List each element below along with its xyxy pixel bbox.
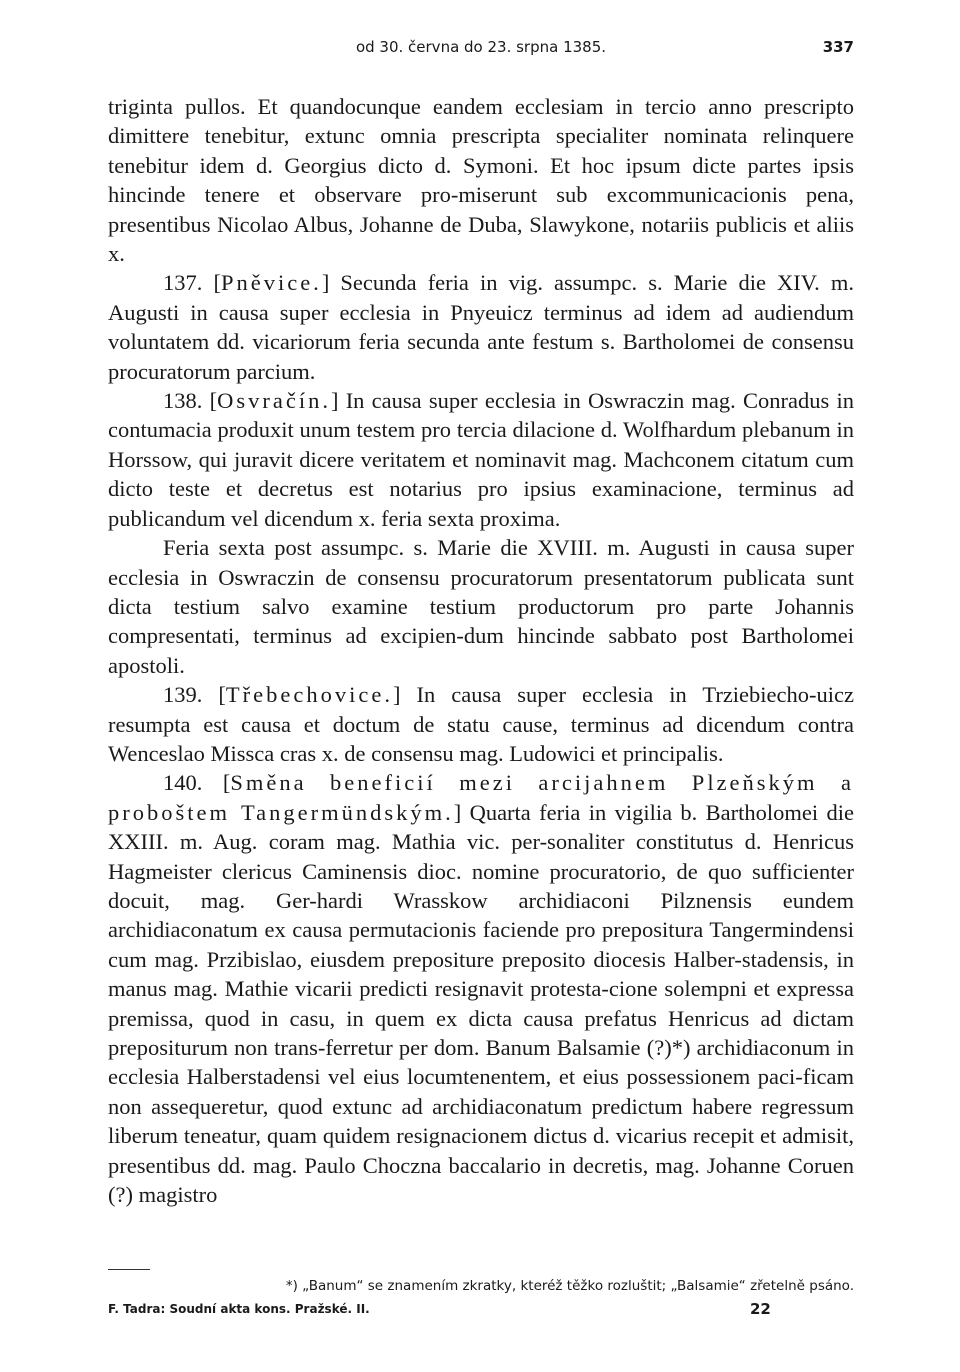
entry-text: ] Quarta feria in vigilia b. Bartholomei die XXIII. m. Aug. coram mag. Mathia vic. per-sonaliter constitutus d. Henricus Hagmeister clericus Caminensis dioc. nomine procuratorio, de quo sufficienter docuit, mag. Ger-hardi Wrasskow archidiaconi Pilznensis eundem archidiaconatum ex causa permutacionis faciende pro prepositura Tangermindensi cum mag. Przibislao, eiusdem prepositure preposito diocesis Halber-stadensis, in manus mag. Mathie vicarii predicti resignavit protesta-cione solempni et expressa premissa, quod in casu, in quem ex dicta causa prefatus Henricus ad dictam prepositurum non trans-ferretur per dom. Banum Balsamie (?)*) archidiaconum in ecclesia Halberstadensi vel eius locumtenentem, et eius possessionem paci-ficam non assequeretur, quod extunc ad archidiaconatum predictum habere regressum liberum teneatur, quam quidem resignacionem dictus d. vicarius recepit et admisit, presentibus dd. mag. Paulo Choczna baccalario in decretis, mag. Johanne Coruen (?) magistro bbox=[108, 799, 854, 1208]
entry-heading: Směna beneficií mezi arcijahnem Plzeňským a proboštem Tangermündským. bbox=[108, 770, 855, 825]
entry-number: 139. [ bbox=[163, 682, 226, 708]
paragraph-feria: Feria sexta post assumpc. s. Marie die XVIII. m. Augusti in causa super ecclesia in Oswraczin de consensu procuratorum presentatorum publicata sunt dicta testium salvo examine testium productorum pro parte Johannis compresentati, terminus ad excipien-dum hincinde sabbato post Bartholomei apostoli. bbox=[108, 535, 854, 678]
entry-text: ] In causa super ecclesia in Trziebiecho-uicz resumpta est causa et doctum de statu cause, terminus ad dicendum contra Wenceslao Missca cras x. de consensu mag. Ludowici et principalis. bbox=[108, 682, 854, 766]
entry-text: ] Secunda feria in vig. assumpc. s. Marie die XIV. m. Augusti in causa super ecclesia in Pnyeuicz terminus ad idem ad audiendum voluntatem dd. vicariorum feria secunda ante festum s. Bartholomei de consensu procuratorum parcium. bbox=[108, 270, 854, 384]
signature-text: F. Tadra: Soudní akta kons. Pražské. II. bbox=[108, 1302, 370, 1316]
entry-place-name: Osvračín. bbox=[217, 388, 331, 414]
signature-number: 22 bbox=[750, 1300, 771, 1318]
footnote-rule bbox=[108, 1269, 150, 1270]
entry-139 bbox=[108, 680, 854, 768]
entry-place-name: Pněvice. bbox=[220, 270, 322, 296]
entry-137 bbox=[108, 268, 854, 386]
footnote: *) „Banum“ se znamením zkratky, kteréž těžko rozluštit; „Balsamie“ zřetelně psáno. bbox=[285, 1278, 854, 1294]
entry-number: 138. [ bbox=[163, 388, 218, 414]
body-text bbox=[108, 92, 854, 1209]
entry-place-name: Třebechovice. bbox=[225, 682, 393, 708]
entry-text: ] In causa super ecclesia in Oswraczin mag. Conradus in contumacia produxit unum testem pro tercia dilacione d. Wolfhardum plebanum in Horssow, qui juravit dicere veritatem et nominavit mag. Machconem citatum cum dicto teste et decretus est notarius pro ipsius examinacione, terminus ad publicandum vel dicendum x. feria sexta proxima. bbox=[108, 388, 854, 531]
paragraph-continuation: triginta pullos. Et quandocunque eandem ecclesiam in tercio anno prescripto dimittere tenebitur, extunc omnia prescripta specialiter nominata relinquere tenebitur idem d. Georgius dicto d. Symoni. Et hoc ipsum dicte partes ipsis hincinde tenere et observare pro-miserunt sub excommunicacionis pena, presentibus Nicolao Albus, Johanne de Duba, Slawykone, notariis publicis et aliis x. bbox=[108, 94, 854, 267]
entry-138 bbox=[108, 386, 854, 533]
entry-number: 140. [ bbox=[163, 770, 231, 796]
page-number: 337 bbox=[822, 38, 854, 56]
entry-number: 137. [ bbox=[163, 270, 221, 296]
running-title: od 30. června do 23. srpna 1385. bbox=[355, 38, 607, 56]
entry-140 bbox=[108, 768, 854, 1209]
page-header bbox=[108, 38, 854, 62]
printer-signature bbox=[108, 1302, 854, 1324]
